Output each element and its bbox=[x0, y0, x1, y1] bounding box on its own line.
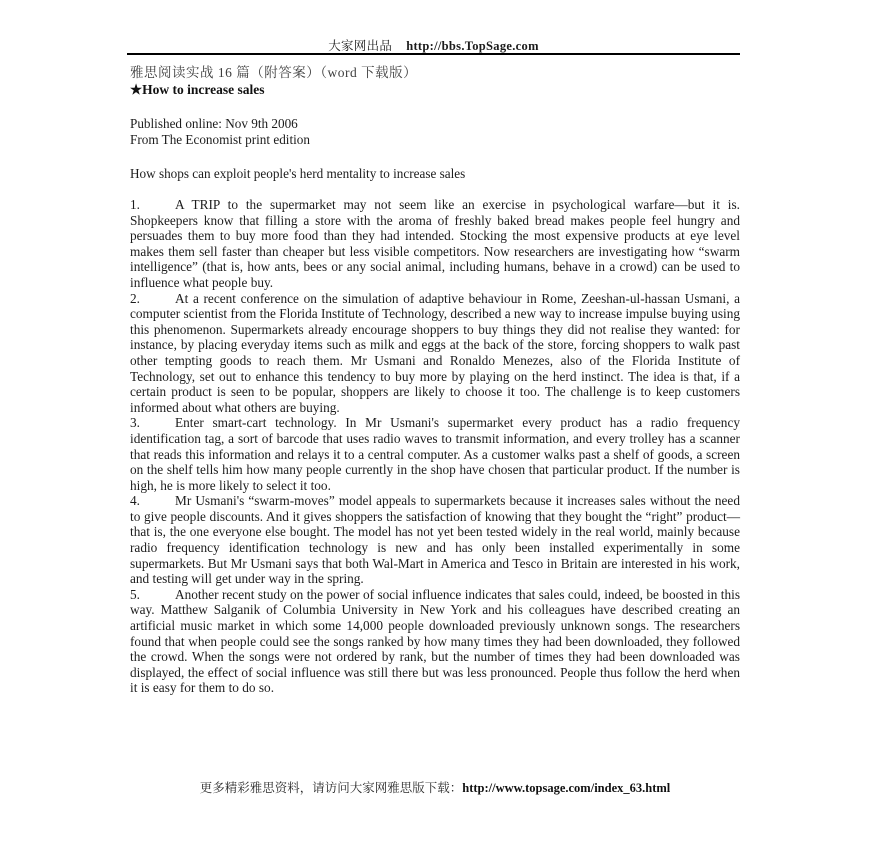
site-url-link[interactable]: http://bbs.TopSage.com bbox=[406, 39, 539, 53]
source-line: From The Economist print edition bbox=[130, 132, 310, 147]
page-footer bbox=[0, 778, 870, 796]
spacer bbox=[130, 182, 740, 197]
paragraph-number: 3. bbox=[130, 415, 140, 431]
paragraph-number: 1. bbox=[130, 197, 140, 212]
article-body bbox=[130, 64, 740, 696]
paragraph-text: At a recent conference on the simulation of adaptive behaviour in Rome, Zeeshan-ul-hassan Usmani, a computer scientist from the Florida Institute of Technology, described a new way to increase impulse buying using this phenomenon. Supermarkets already encourage shoppers to buy things they did not realise they wanted: for instance, by placing everyday items such as milk and eggs at the back of the store, forcing shoppers to walk past other tempting goods to reach them. Mr Usmani and Ronaldo Menezes, also of the Florida Institute of Technology, set out to enhance this tendency to buy more by playing on the herd instinct. The idea is that, if a certain product is seen to be popular, shoppers are likely to choose it too. The challenge is to keep customers informed about what others are buying. bbox=[130, 290, 740, 415]
paragraph-number: 2. bbox=[130, 290, 140, 306]
paragraph-number: 5. bbox=[130, 586, 140, 602]
footer-url-link[interactable]: http://www.topsage.com/index_63.html bbox=[462, 781, 671, 795]
article-paragraph bbox=[130, 291, 740, 416]
paragraph-text: Another recent study on the power of social influence indicates that sales could, indeed, be boosted in this way. Matthew Salganik of Columbia University in New York and his colleagues have described creating an artificial music market in which some 14,000 people downloaded previously unknown songs. The researchers found that when people could see the songs ranked by how many times they had been downloaded, they followed the crowd. When the songs were not ordered by rank, but the number of times they had been downloaded was displayed, the effect of social influence was still there but was less pronounced. People thus follow the herd when it is easy for them to do so. bbox=[130, 586, 740, 696]
site-brand-label: 大家网出品 bbox=[328, 39, 393, 53]
article-paragraph bbox=[130, 587, 740, 696]
spacer bbox=[130, 148, 740, 166]
paragraph-text: Enter smart-cart technology. In Mr Usmani's supermarket every product has a radio frequency identification tag, a sort of barcode that uses radio waves to transmit information, and every trolley has a scanner that reads this information and relays it to a central computer. As a customer walks past a shelf of goods, a screen on the shelf tells him how many people currently in the shop have chosen that particular product. If the number is high, he is more likely to select it too. bbox=[130, 415, 740, 493]
article-paragraph bbox=[130, 197, 740, 291]
published-date: Published online: Nov 9th 2006 bbox=[130, 116, 298, 131]
paragraph-number: 4. bbox=[130, 493, 140, 509]
page-header bbox=[127, 36, 740, 54]
series-title: 雅思阅读实战 16 篇（附答案）（word 下载版） bbox=[130, 65, 418, 80]
article-paragraph bbox=[130, 415, 740, 493]
paragraph-text: Mr Usmani's “swarm-moves” model appeals to supermarkets because it increases sales without the need to give people discounts. And it gives shoppers the satisfaction of knowing that they bought the “right” product—that is, the one everyone else bought. The model has not yet been tested widely in the real world, mainly because radio frequency identification technology is new and has only been installed experimentally in some supermarkets. But Mr Usmani says that both Wal-Mart in America and Tesco in Britain are interested in his work, and testing will get under way in the spring. bbox=[130, 493, 740, 587]
article-subtitle: How shops can exploit people's herd mentality to increase sales bbox=[130, 166, 466, 181]
article-paragraph bbox=[130, 493, 740, 587]
spacer bbox=[130, 98, 740, 116]
paragraph-text: A TRIP to the supermarket may not seem like an exercise in psychological warfare—but it is. Shopkeepers know that filling a store with the aroma of freshly baked bread makes people feel hungry and persuades them to buy more food than they had intended. Stocking the most expensive products at eye level makes them sell faster than cheaper but less visible competitors. Now researchers are investigating how “swarm intelligence” (that is, how ants, bees or any social animal, including humans, behave in a crowd) can be used to influence what people buy. bbox=[130, 197, 740, 290]
header-divider bbox=[127, 53, 740, 55]
footer-label: 更多精彩雅思资料，请访问大家网雅思版下载： bbox=[199, 781, 463, 795]
article-title: ★How to increase sales bbox=[130, 82, 265, 97]
